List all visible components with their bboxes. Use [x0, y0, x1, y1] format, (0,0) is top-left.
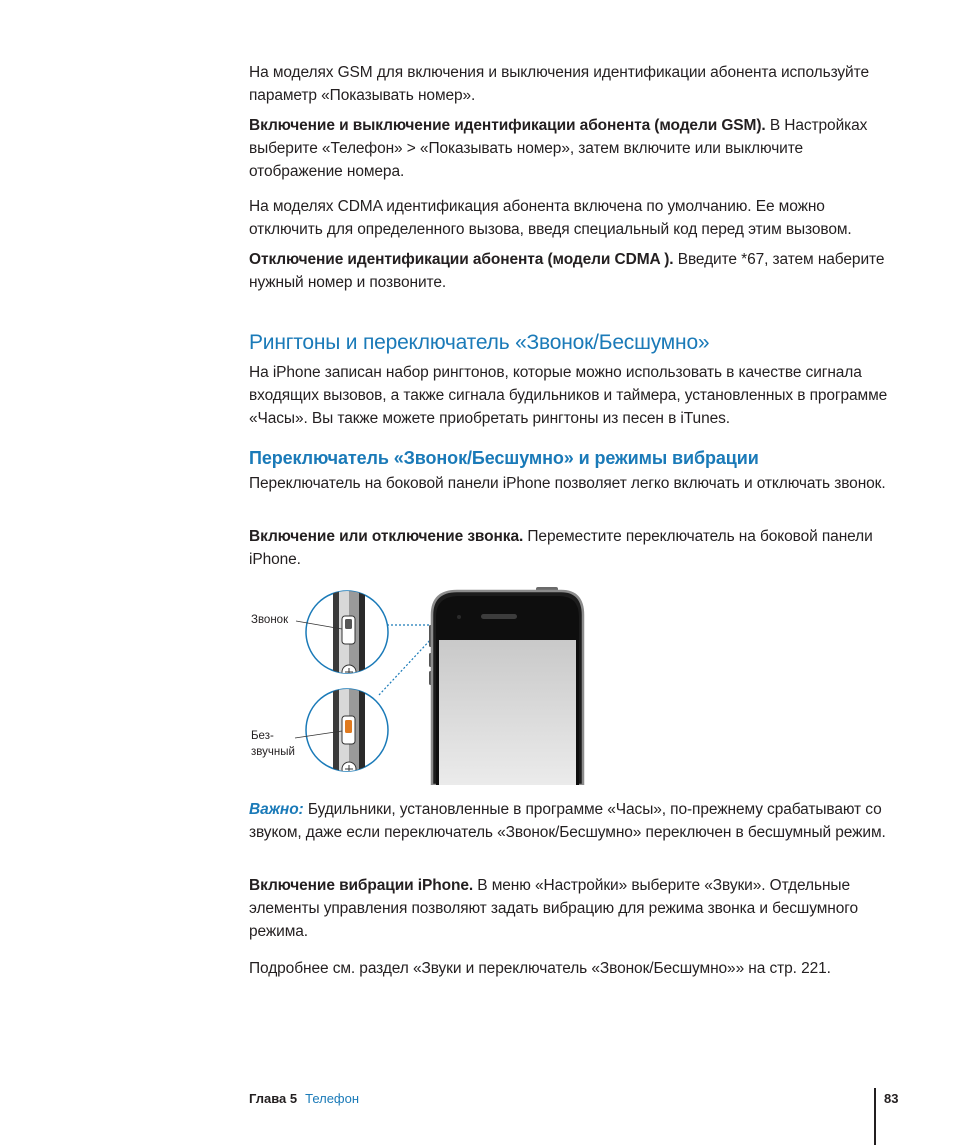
ring-label: Звонок: [251, 614, 289, 626]
iphone-device: [429, 587, 583, 785]
paragraph-vibration-text: В меню «Настройки» выберите «Звуки». Отдельные элементы управления позволяют задать вибрацию для режима звонка и бесшумного режима.: [249, 877, 858, 940]
paragraph-cdma-toggle: [249, 248, 889, 294]
paragraph-ring-toggle: [249, 525, 889, 571]
footer-chapter: [249, 1091, 359, 1106]
paragraph-ring-toggle-bold: Включение или отключение звонка.: [249, 528, 524, 545]
footer-chapter-title[interactable]: Телефон: [305, 1091, 360, 1106]
footer-divider: [874, 1088, 876, 1145]
paragraph-gsm-toggle: [249, 114, 889, 183]
paragraph-cdma-intro: На моделях CDMA идентификация абонента включена по умолчанию. Ее можно отключить для определенного вызова, введя специальный код перед этим вызовом.: [249, 198, 852, 238]
paragraph-cdma-toggle-bold: Отключение идентификации абонента (модели CDMA ).: [249, 251, 674, 268]
paragraph-more-info: Подробнее см. раздел «Звуки и переключатель «Звонок/Бесшумно»» на стр. 221.: [249, 960, 831, 977]
paragraph-gsm-toggle-bold: Включение и выключение идентификации абонента (модели GSM).: [249, 117, 766, 134]
subsection-heading-switch: Переключатель «Звонок/Бесшумно» и режимы вибрации: [249, 448, 759, 468]
silent-mode-detail: [295, 683, 388, 783]
paragraph-gsm-intro: На моделях GSM для включения и выключения идентификации абонента используйте параметр «Показывать номер».: [249, 64, 869, 104]
paragraph-gsm-toggle-text: В Настройках выберите «Телефон» > «Показывать номер», затем включите или выключите отображение номера.: [249, 117, 868, 180]
section-heading-ringtones: Рингтоны и переключатель «Звонок/Бесшумно»: [249, 331, 710, 354]
silent-label-line2: звучный: [251, 746, 295, 758]
footer-chapter-number: Глава 5: [249, 1091, 298, 1106]
connector-line-bottom: [379, 637, 433, 695]
iphone-switch-illustration: [249, 585, 599, 785]
paragraph-important: [249, 798, 889, 844]
silent-label-line1: Без-: [251, 730, 274, 742]
important-label: Важно:: [249, 801, 304, 818]
paragraph-switch-intro: Переключатель на боковой панели iPhone позволяет легко включать и отключать звонок.: [249, 475, 886, 492]
paragraph-cdma-toggle-text: Введите *67, затем наберите нужный номер и позвоните.: [249, 251, 885, 291]
page-number: 83: [884, 1091, 899, 1106]
paragraph-vibration-bold: Включение вибрации iPhone.: [249, 877, 474, 894]
paragraph-ring-toggle-text: Переместите переключатель на боковой панели iPhone.: [249, 528, 873, 568]
iphone-illustration-svg: [249, 585, 599, 785]
paragraph-vibration: [249, 874, 889, 943]
paragraph-ringtones: На iPhone записан набор рингтонов, которые можно использовать в качестве сигнала входящих вызовов, а также сигнала будильников и таймера, установленных в программе «Часы». Вы также можете приобретать рингтоны из песен в iTunes.: [249, 364, 888, 427]
important-text: Будильники, установленные в программе «Часы», по-прежнему срабатывают со звуком, даже если переключатель «Звонок/Бесшумно» переключен в бесшумный режим.: [249, 801, 886, 841]
ring-mode-detail: [296, 585, 388, 685]
